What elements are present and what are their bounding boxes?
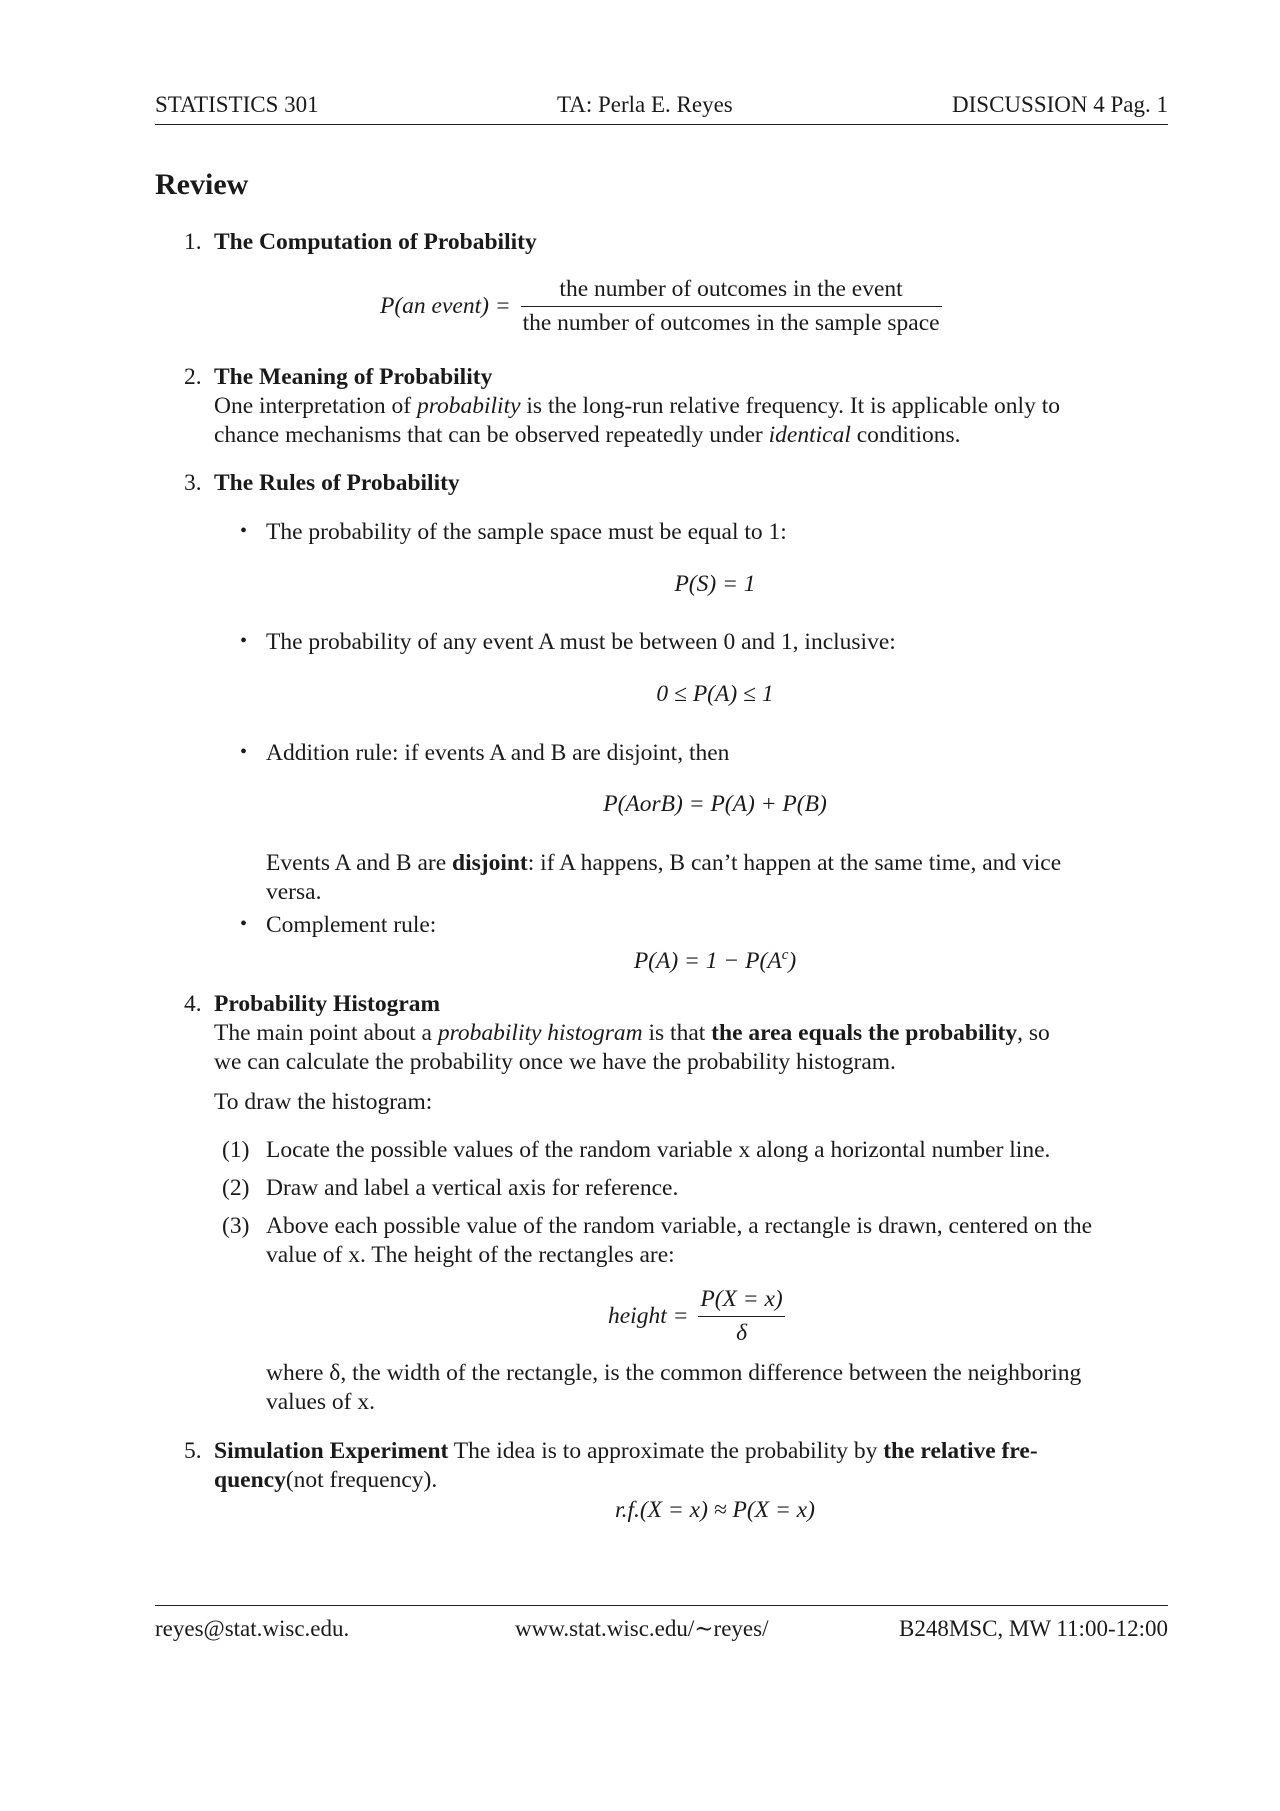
formula-numerator: the number of outcomes in the event	[521, 275, 942, 307]
item-title-3: The Rules of Probability	[214, 470, 460, 496]
page-footer	[155, 1605, 1168, 1640]
height-lhs: height =	[608, 1303, 689, 1329]
paragraph-line: we can calculate the probability once we have the probability histogram.	[214, 1049, 896, 1075]
formula-fraction	[521, 275, 942, 338]
footer-website: www.stat.wisc.edu/∼reyes/	[515, 1616, 769, 1641]
paragraph-line: where δ, the width of the rectangle, is the common difference between the neighboring	[266, 1360, 1082, 1386]
equation-complement: $P(A) = 1 - P(A^c)$	[633, 947, 797, 974]
item-number-5: 5.	[184, 1438, 202, 1464]
bullet-icon: •	[240, 741, 248, 763]
rule-sample-space: The probability of the sample space must be equal to 1:	[266, 519, 787, 545]
equation-relative-frequency: r.f.(X = x) ≈ P(X = x)	[615, 1497, 815, 1523]
disjoint-definition: Events A and B are disjoint: if A happens, B can’t happen at the same time, and vice	[266, 850, 1062, 876]
bullet-icon: •	[240, 630, 248, 652]
equation-addition: P(AorB) = P(A) + P(B)	[603, 791, 827, 817]
footer-office-hours: B248MSC, MW 11:00-12:00	[898, 1616, 1168, 1641]
rule-range: The probability of any event A must be between 0 and 1, inclusive:	[266, 629, 896, 655]
step-text: Above each possible value of the random variable, a rectangle is drawn, centered on the	[266, 1213, 1093, 1239]
step-number: (3)	[222, 1213, 250, 1239]
height-numerator: P(X = x)	[698, 1285, 784, 1317]
step-text-cont: value of x. The height of the rectangles are:	[266, 1242, 675, 1268]
paragraph-line: One interpretation of probability is the long-run relative frequency. It is applicable only to	[214, 393, 1060, 419]
formula-lhs: P(an event) =	[380, 293, 511, 319]
disjoint-definition-cont: versa.	[266, 879, 322, 905]
paragraph-line: quency(not frequency).	[214, 1467, 438, 1493]
header-course: STATISTICS 301	[155, 92, 319, 117]
page-header	[155, 92, 1168, 125]
header-discussion: DISCUSSION 4 Pag. 1	[952, 92, 1168, 117]
step-text: Locate the possible values of the random variable x along a horizontal number line.	[266, 1137, 1051, 1163]
footer-email: reyes@stat.wisc.edu.	[155, 1616, 350, 1641]
item-number-2: 2.	[184, 364, 202, 390]
formula-probability	[380, 275, 942, 338]
height-fraction	[698, 1285, 784, 1348]
item-number-1: 1.	[184, 229, 202, 255]
formula-height	[608, 1285, 785, 1348]
bullet-icon: •	[240, 913, 248, 935]
equation-range: 0 ≤ P(A) ≤ 1	[656, 681, 774, 707]
item-number-4: 4.	[184, 991, 202, 1017]
paragraph-line: To draw the histogram:	[214, 1089, 433, 1115]
formula-denominator: the number of outcomes in the sample space	[522, 310, 940, 336]
item-title-2: The Meaning of Probability	[214, 364, 493, 390]
section-title: Review	[155, 168, 249, 201]
paragraph-line: values of x.	[266, 1389, 375, 1415]
header-ta: TA: Perla E. Reyes	[557, 92, 733, 117]
bullet-icon: •	[240, 520, 248, 542]
paragraph-line: The main point about a probability histogram is that the area equals the probability, so	[214, 1020, 1050, 1046]
step-number: (1)	[222, 1137, 250, 1163]
rule-addition: Addition rule: if events A and B are disjoint, then	[266, 740, 730, 766]
item-title-4: Probability Histogram	[214, 991, 441, 1017]
equation-sample-space: P(S) = 1	[674, 571, 756, 597]
step-number: (2)	[222, 1175, 250, 1201]
item-title-1: The Computation of Probability	[214, 229, 537, 255]
item-title-5: Simulation Experiment The idea is to approximate the probability by the relative fre-	[214, 1438, 1038, 1464]
item-number-3: 3.	[184, 470, 202, 496]
height-denominator: δ	[736, 1320, 748, 1346]
step-text: Draw and label a vertical axis for reference.	[266, 1175, 679, 1201]
rule-complement: Complement rule:	[266, 912, 437, 938]
paragraph-line: chance mechanisms that can be observed repeatedly under identical conditions.	[214, 422, 961, 448]
